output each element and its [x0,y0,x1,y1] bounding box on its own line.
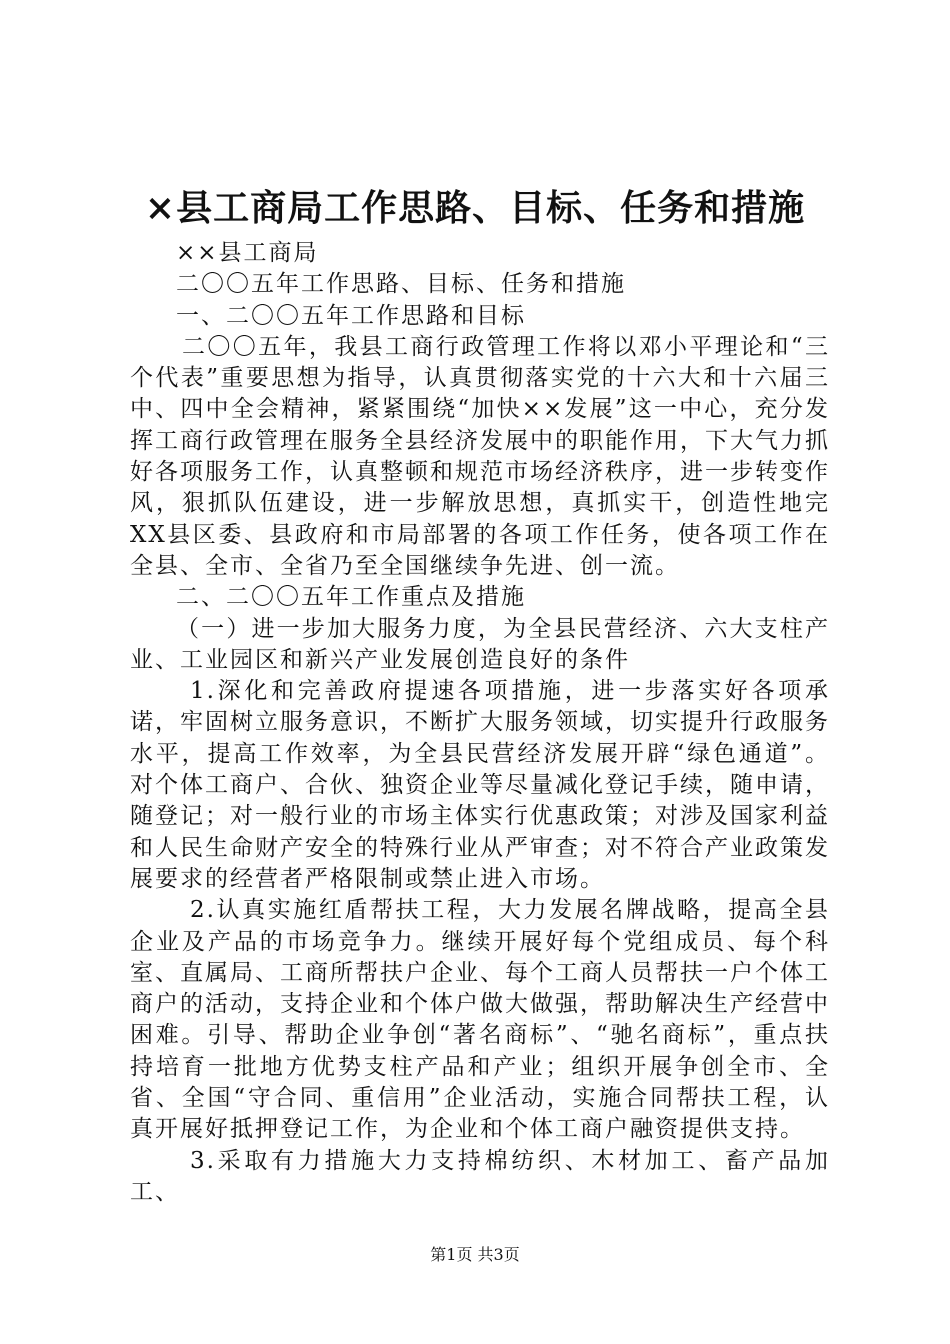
page-number-footer: 第1页 共3页 [430,1245,520,1264]
paragraph-item-1: 1.深化和完善政府提速各项措施，进一步落实好各项承诺，牢固树立服务意识，不断扩大服务领域，切实提升行政服务水平，提高工作效率，为全县民营经济发展开辟“绿色通道”。对个体工商户、合伙、独资企业等尽量减化登记手续，随申请，随登记；对一般行业的市场主体实行优惠政策；对涉及国家利益和人民生命财产安全的特殊行业从严审查；对不符合产业政策发展要求的经营者严格限制或禁止进入市场。 [130,678,830,892]
subsection-heading-1: （一）进一步加大服务力度，为全县民营经济、六大支柱产业、工业园区和新兴产业发展创造良好的条件 [130,615,830,673]
section-heading-2: 二、二〇〇五年工作重点及措施 [176,584,526,611]
paragraph-item-2: 2.认真实施红盾帮扶工程，大力发展名牌战略，提高全县企业及产品的市场竞争力。继续开展好每个党组成员、每个科室、直属局、工商所帮扶户企业、每个工商人员帮扶一户个体工商户的活动，支持企业和个体户做大做强，帮助解决生产经营中困难。引导、帮助企业争创“著名商标”、“驰名商标”，重点扶持培育一批地方优势支柱产品和产业；组织开展争创全市、全省、全国“守合同、重信用”企业活动，实施合同帮扶工程，认真开展好抵押登记工作，为企业和个体工商户融资提供支持。 [130,897,830,1143]
paragraph-item-3: 3.采取有力措施大力支持棉纺织、木材加工、畜产品加工、 [130,1147,830,1205]
paragraph-overview: 二〇〇五年，我县工商行政管理工作将以邓小平理论和“三个代表”重要思想为指导，认真贯彻落实党的十六大和十六届三中、四中全会精神，紧紧围绕“加快××发展”这一中心，充分发挥工商行政管理在服务全县经济发展中的职能作用，下大气力抓好各项服务工作，认真整顿和规范市场经济秩序，进一步转变作风，狠抓队伍建设，进一步解放思想，真抓实干，创造性地完XX县区委、县政府和市局部署的各项工作任务，使各项工作在全县、全市、全省乃至全国继续争先进、创一流。 [130,333,830,579]
section-heading-1: 一、二〇〇五年工作思路和目标 [176,302,526,329]
document-body [130,238,830,1208]
paragraph-subtitle: 二〇〇五年工作思路、目标、任务和措施 [176,271,626,298]
document-title: ×县工商局工作思路、目标、任务和措施 [144,187,806,229]
paragraph-issuer: ××县工商局 [176,240,319,266]
